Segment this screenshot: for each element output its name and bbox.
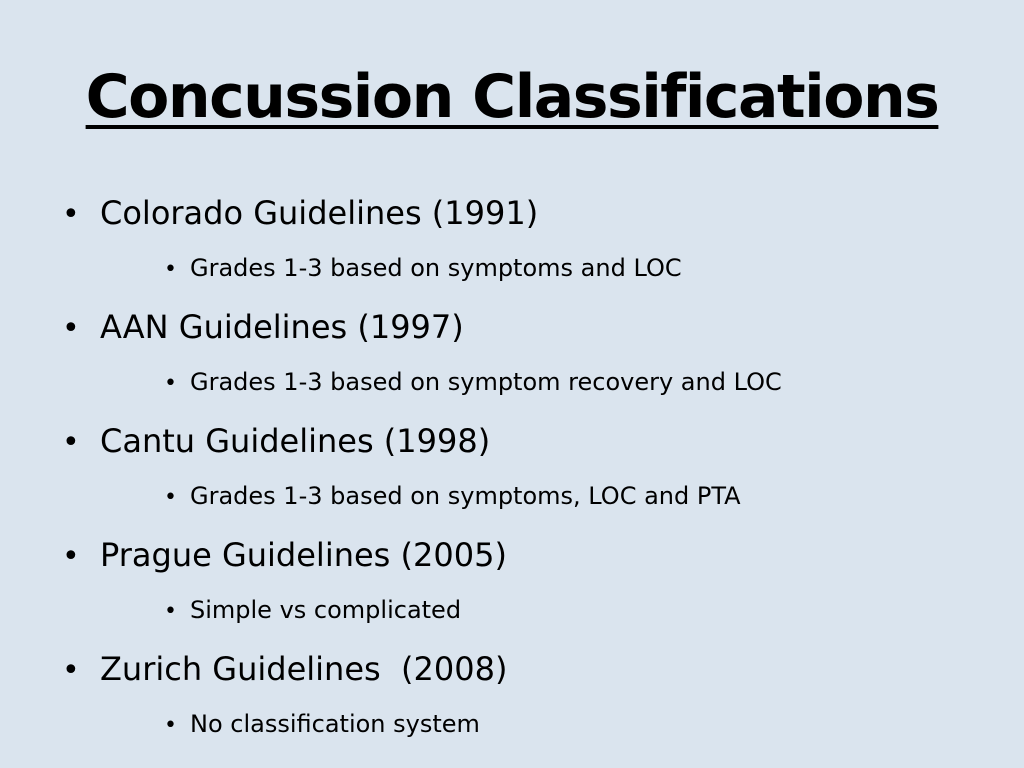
sub-bullet-label: Simple vs complicated xyxy=(190,596,462,624)
bullet-label: AAN Guidelines (1997) xyxy=(100,308,464,346)
bullet-icon: • xyxy=(62,425,80,460)
sub-bullet-label: Grades 1-3 based on symptom recovery and LOC xyxy=(190,368,782,396)
bullet-item-colorado xyxy=(62,193,538,235)
bullet-item-cantu xyxy=(62,421,490,463)
bullet-label: Colorado Guidelines (1991) xyxy=(100,194,539,232)
sub-bullet-icon: • xyxy=(164,599,177,624)
bullet-item-zurich xyxy=(62,649,507,691)
sub-bullet-cantu xyxy=(164,481,741,513)
sub-bullet-icon: • xyxy=(164,371,177,396)
bullet-label: Cantu Guidelines (1998) xyxy=(100,422,491,460)
sub-bullet-prague xyxy=(164,595,461,627)
bullet-icon: • xyxy=(62,311,80,346)
bullet-icon: • xyxy=(62,197,80,232)
slide-title xyxy=(0,52,1024,142)
bullet-icon: • xyxy=(62,653,80,688)
sub-bullet-colorado xyxy=(164,253,682,285)
sub-bullet-label: Grades 1-3 based on symptoms and LOC xyxy=(190,254,682,282)
sub-bullet-zurich xyxy=(164,709,480,741)
sub-bullet-icon: • xyxy=(164,257,177,282)
sub-bullet-icon: • xyxy=(164,485,177,510)
slide-title-text: Concussion Classifications xyxy=(85,62,939,132)
bullet-item-prague xyxy=(62,535,507,577)
sub-bullet-label: Grades 1-3 based on symptoms, LOC and PTA xyxy=(190,482,741,510)
bullet-label: Prague Guidelines (2005) xyxy=(100,536,507,574)
sub-bullet-label: No classification system xyxy=(190,710,480,738)
sub-bullet-icon: • xyxy=(164,713,177,738)
bullet-icon: • xyxy=(62,539,80,574)
sub-bullet-aan xyxy=(164,367,782,399)
bullet-item-aan xyxy=(62,307,464,349)
bullet-label: Zurich Guidelines (2008) xyxy=(100,650,508,688)
